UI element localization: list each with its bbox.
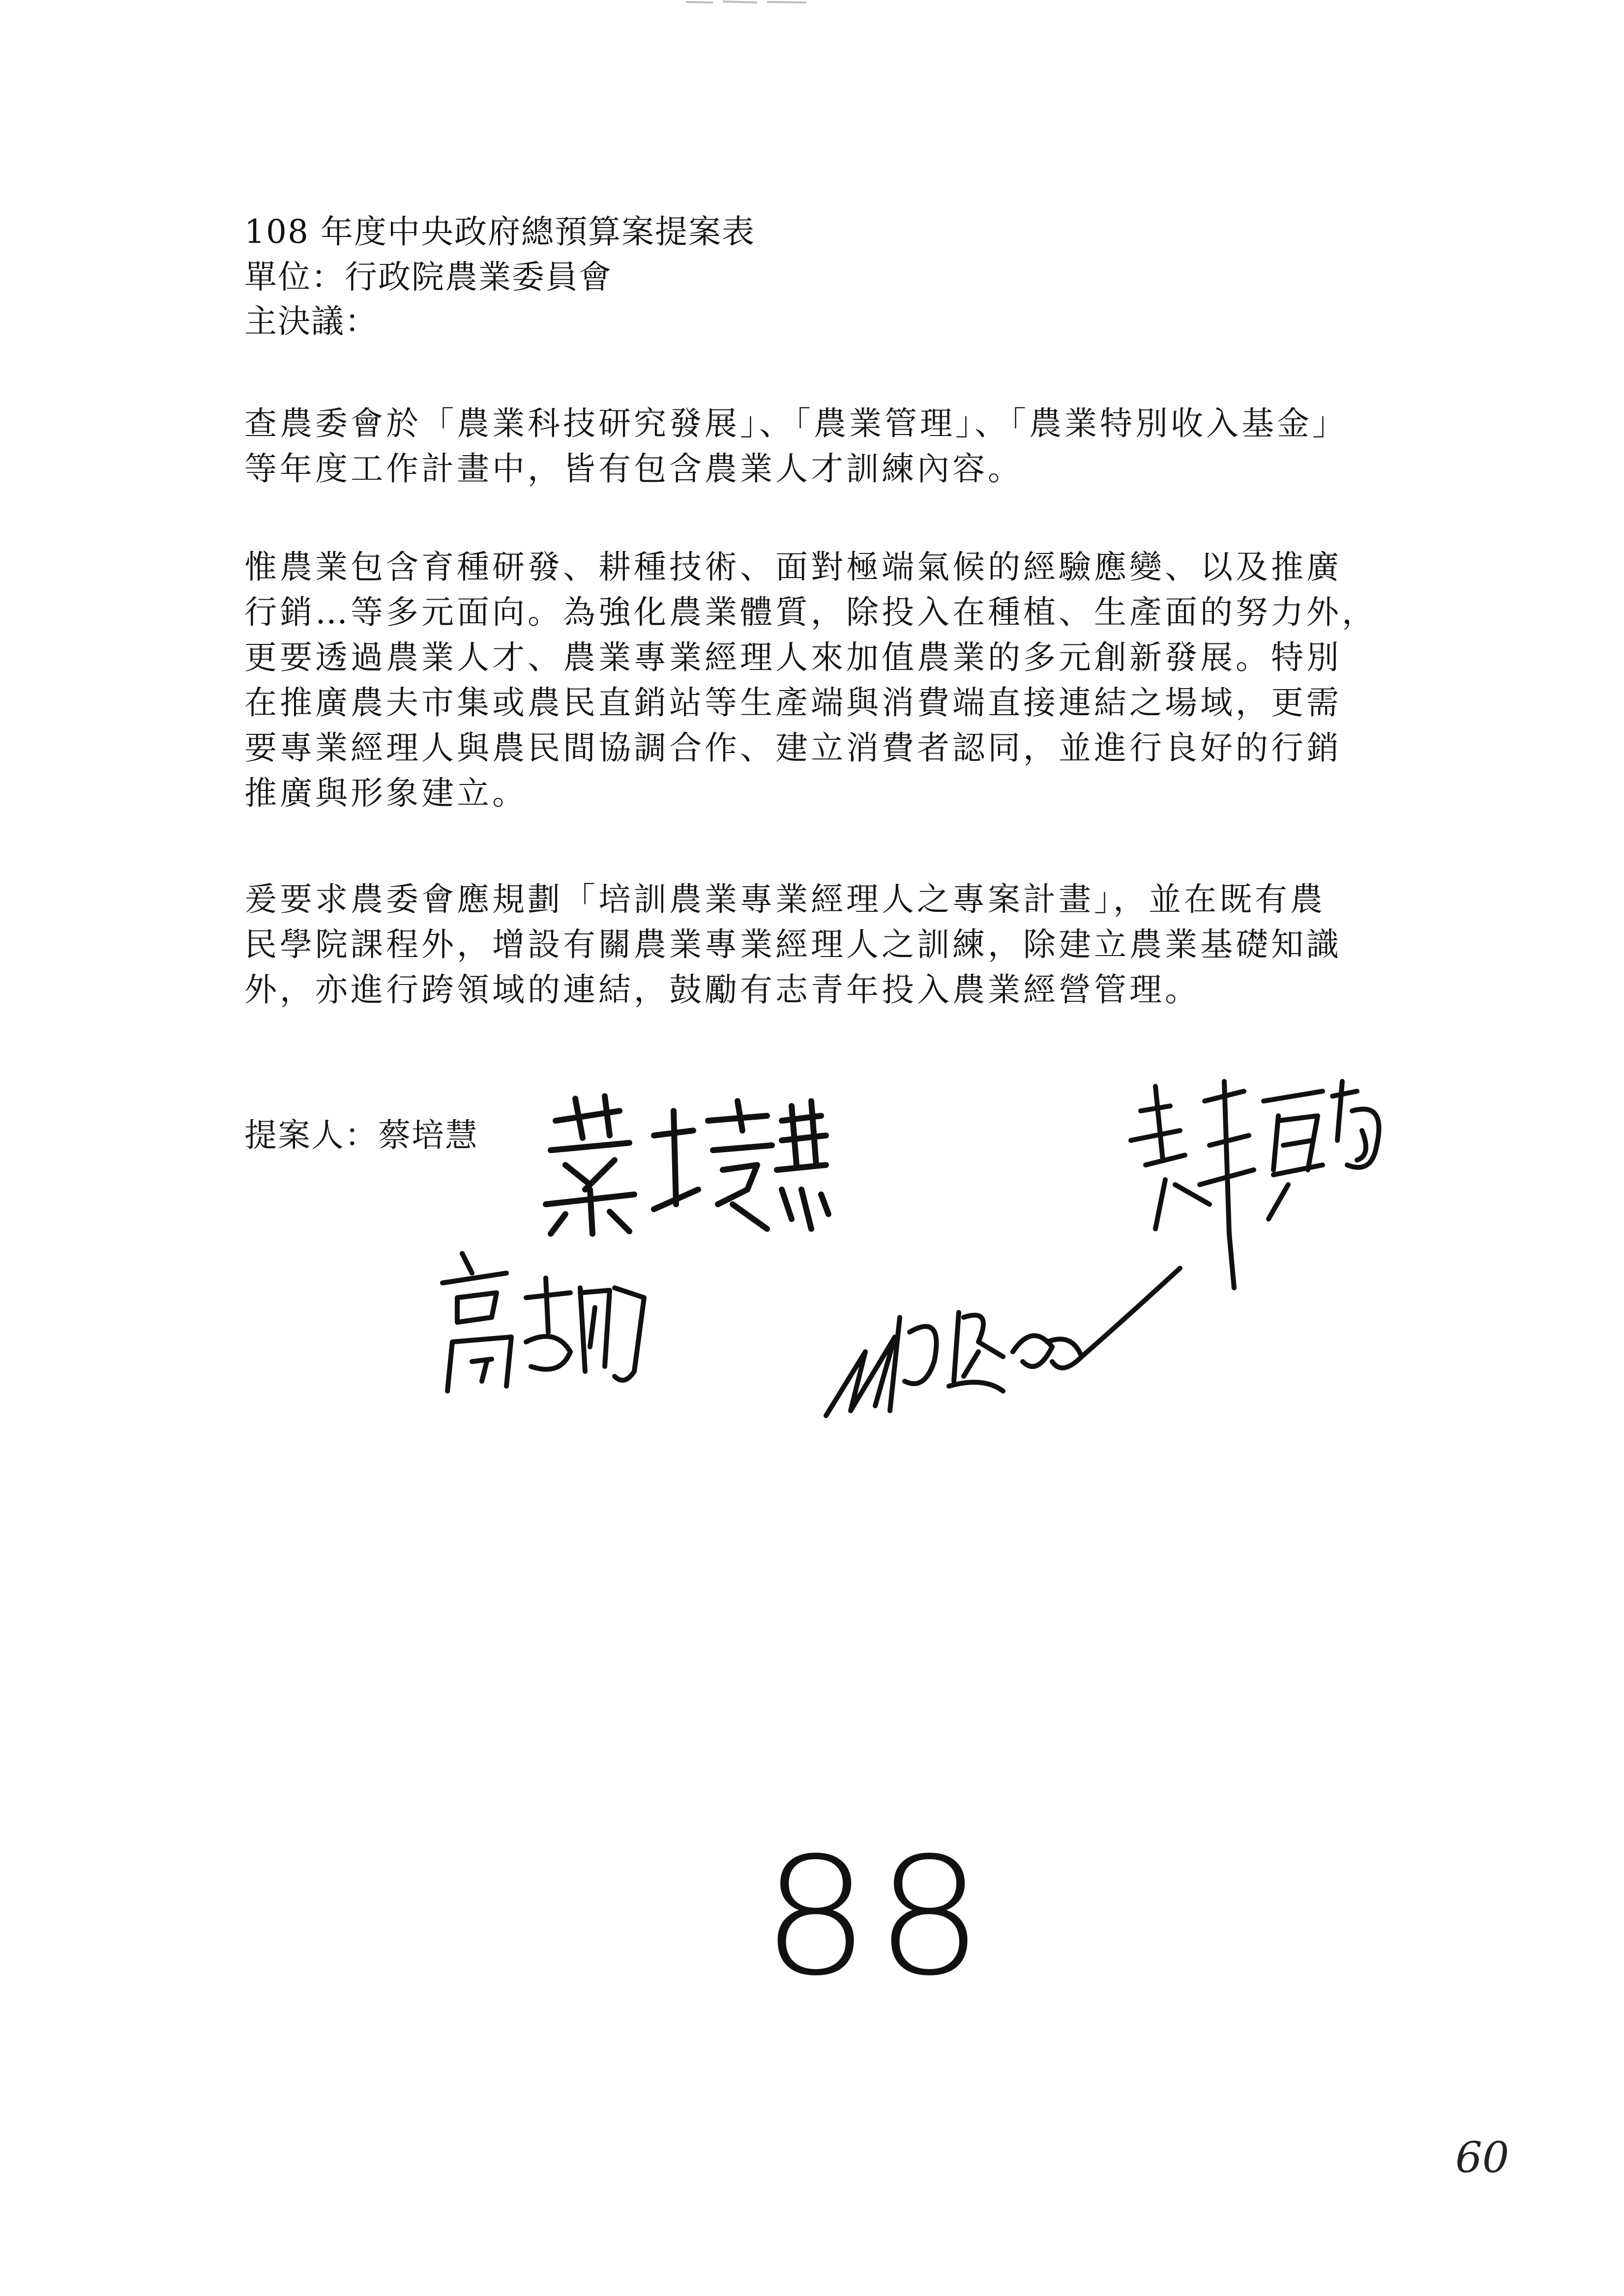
paragraph-line: 在推廣農夫市集或農民直銷站等生產端與消費端直接連結之場域，更需 (244, 684, 1342, 722)
signature-co-signer-center (816, 1263, 1190, 1430)
paragraph-line: 民學院課程外，增設有關農業專業經理人之訓練，除建立農業基礎知識 (244, 926, 1342, 963)
paragraph-line: 查農委會於「農業科技研究發展」、「農業管理」、「農業特別收入基金」 (244, 405, 1348, 442)
paragraph-line: 外，亦進行跨領域的連結，鼓勵有志青年投入農業經營管理。 (244, 971, 1200, 1009)
paragraph-line: 推廣與形象建立。 (244, 774, 528, 812)
signature-cai-peihui (536, 1091, 831, 1244)
paragraph-line: 要專業經理人與農民間協調合作、建立消費者認同，並進行良好的行銷 (244, 729, 1342, 767)
scan-artifact (683, 0, 811, 5)
form-title: 108 年度中央政府總預算案提案表 (244, 213, 755, 251)
paragraph-line: 爰要求農委會應規劃「培訓農業專業經理人之專案計畫」，並在既有農 (244, 880, 1326, 918)
paragraph-line: 惟農業包含育種研發、耕種技術、面對極端氣候的經驗應變、以及推廣 (244, 548, 1342, 586)
handwritten-number: 88 (762, 1823, 989, 2011)
page-number: 60 (1455, 2133, 1509, 2182)
paragraph-line: 等年度工作計畫中，皆有包含農業人才訓練內容。 (244, 450, 1023, 488)
signature-co-signer-left (433, 1244, 649, 1406)
paragraph-line: 更要透過農業人才、農業專業經理人來加值農業的多元創新發展。特別 (244, 639, 1342, 676)
main-resolution-label: 主決議： (244, 302, 378, 340)
paragraph-line: 行銷…等多元面向。為強化農業體質，除投入在種植、生產面的努力外， (244, 593, 1377, 631)
proposer-label: 提案人：蔡培慧 (244, 1116, 478, 1154)
unit-line: 單位：行政院農業委員會 (244, 258, 612, 296)
